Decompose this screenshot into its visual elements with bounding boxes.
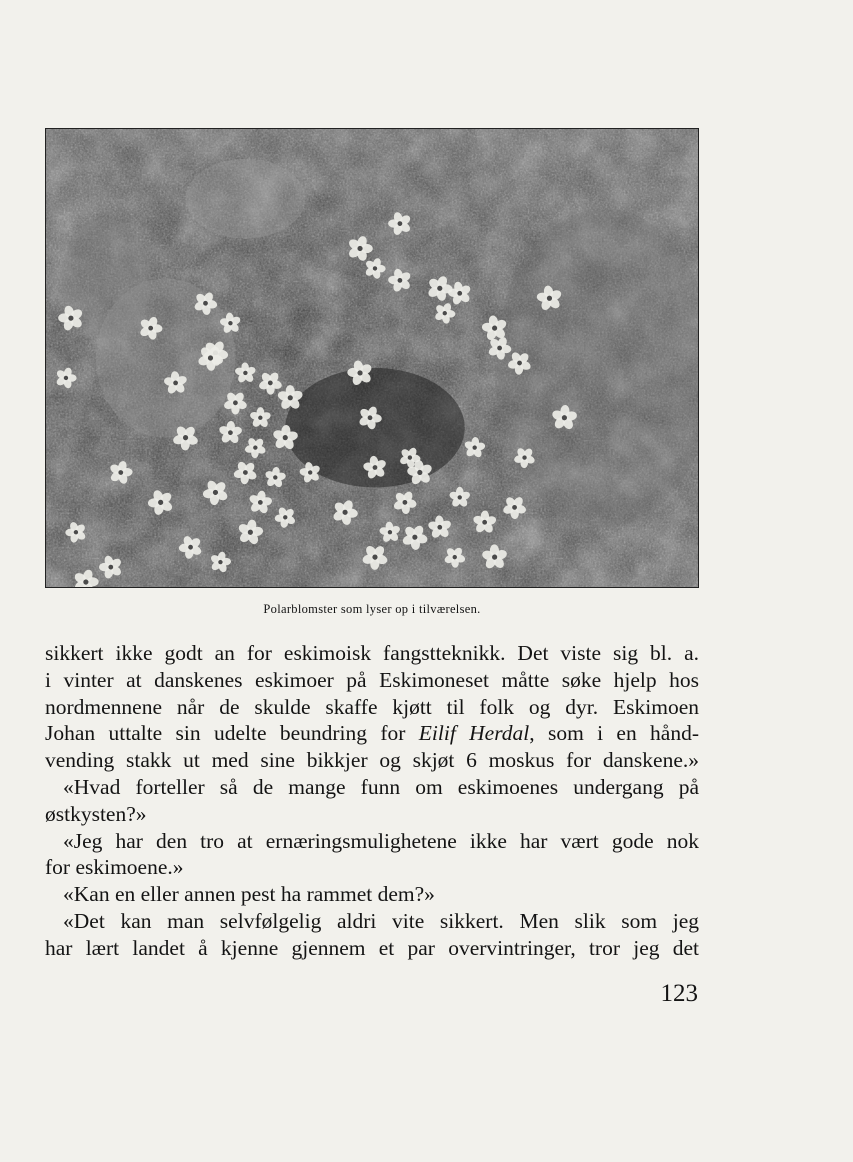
text-line: for eskimoene.»	[45, 855, 184, 880]
flowers-photo-graphic	[46, 129, 698, 587]
text-line: har lært landet å kjenne gjennem et par overvintringer, tror jeg det	[45, 935, 699, 960]
text-line: i vinter at danskenes eskimoer på Eskimoneset måtte søke hjelp hos	[45, 667, 699, 692]
body-text	[45, 640, 699, 962]
text-segment: Johan uttalte sin udelte beundring for	[45, 721, 419, 746]
text-line: «Hvad forteller så de mange funn om eskimoenes undergang på	[63, 774, 699, 799]
text-segment: , som i en hånd-	[529, 721, 700, 746]
text-line: vending stakk ut med sine bikkjer og skjøt 6 moskus for danskene.»	[45, 748, 699, 773]
text-line: «Jeg har den tro at ernæringsmulighetene ikke har vært gode nok	[63, 828, 699, 853]
text-line: østkysten?»	[45, 801, 147, 826]
text-line: «Det kan man selvfølgelig aldri vite sikkert. Men slik som jeg	[63, 908, 699, 933]
text-line: nordmennene når de skulde skaffe kjøtt til folk og dyr. Eskimoen	[45, 694, 699, 719]
text-line: «Kan en eller annen pest ha rammet dem?»	[63, 882, 435, 907]
page-number: 123	[660, 980, 698, 1007]
person-name-italic: Eilif Herdal	[418, 721, 530, 746]
text-line	[45, 720, 699, 747]
photo-caption: Polarblomster som lyser op i tilværelsen.	[263, 602, 481, 616]
flowers-photo	[45, 128, 699, 588]
text-line: sikkert ikke godt an for eskimoisk fangstteknikk. Det viste sig bl. a.	[45, 641, 699, 665]
